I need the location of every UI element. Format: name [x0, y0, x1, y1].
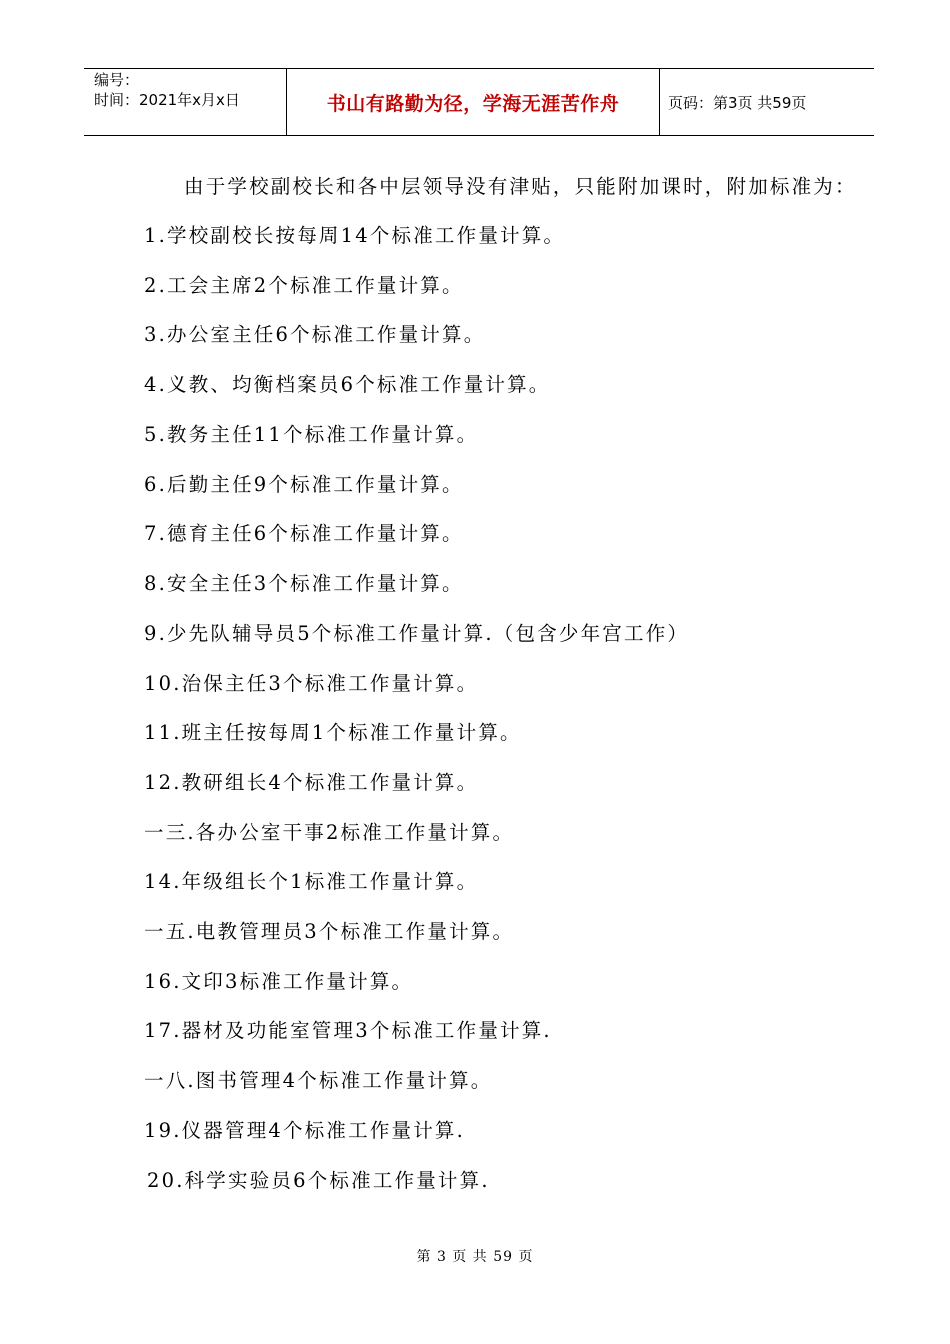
list-item: 7.德育主任6个标准工作量计算。	[144, 522, 464, 545]
page-header	[84, 68, 874, 136]
list-item: 1.学校副校长按每周14个标准工作量计算。	[144, 224, 566, 247]
header-page-info: 页码：第3页 共59页	[668, 93, 807, 112]
list-item: 11.班主任按每周1个标准工作量计算。	[144, 721, 522, 744]
header-page-cell	[660, 69, 874, 135]
list-item: 16.文印3标准工作量计算。	[144, 970, 414, 993]
page-footer: 第 3 页 共 59 页	[416, 1249, 534, 1265]
list-item: 一八.图书管理4个标准工作量计算。	[144, 1069, 493, 1092]
header-motto-cell	[286, 69, 660, 135]
list-item: 一五.电教管理员3个标准工作量计算。	[144, 920, 515, 943]
list-item: 5.教务主任11个标准工作量计算。	[144, 423, 479, 446]
intro-paragraph: 由于学校副校长和各中层领导没有津贴，只能附加课时，附加标准为：	[184, 175, 857, 198]
list-item: 2.工会主席2个标准工作量计算。	[144, 274, 464, 297]
list-item: 一三.各办公室干事2标准工作量计算。	[144, 821, 515, 844]
list-item: 4.义教、均衡档案员6个标准工作量计算。	[144, 373, 551, 396]
list-item: 9.少先队辅导员5个标准工作量计算.（包含少年宫工作）	[144, 622, 690, 645]
list-item: 6.后勤主任9个标准工作量计算。	[144, 473, 464, 496]
list-item: 3.办公室主任6个标准工作量计算。	[144, 323, 486, 346]
list-item: 20.科学实验员6个标准工作量计算.	[147, 1169, 490, 1192]
document-number-label: 编号：	[94, 71, 140, 89]
list-item: 17.器材及功能室管理3个标准工作量计算.	[144, 1019, 552, 1042]
header-motto: 书山有路勤为径，学海无涯苦作舟	[326, 92, 620, 115]
list-item: 10.治保主任3个标准工作量计算。	[144, 672, 479, 695]
list-item: 14.年级组长个1标准工作量计算。	[144, 870, 479, 893]
list-item: 19.仪器管理4个标准工作量计算.	[144, 1119, 466, 1142]
list-item: 12.教研组长4个标准工作量计算。	[144, 771, 479, 794]
list-item: 8.安全主任3个标准工作量计算。	[144, 572, 464, 595]
document-time-label: 时间：2021年x月x日	[94, 91, 240, 109]
header-meta-cell	[84, 69, 286, 135]
